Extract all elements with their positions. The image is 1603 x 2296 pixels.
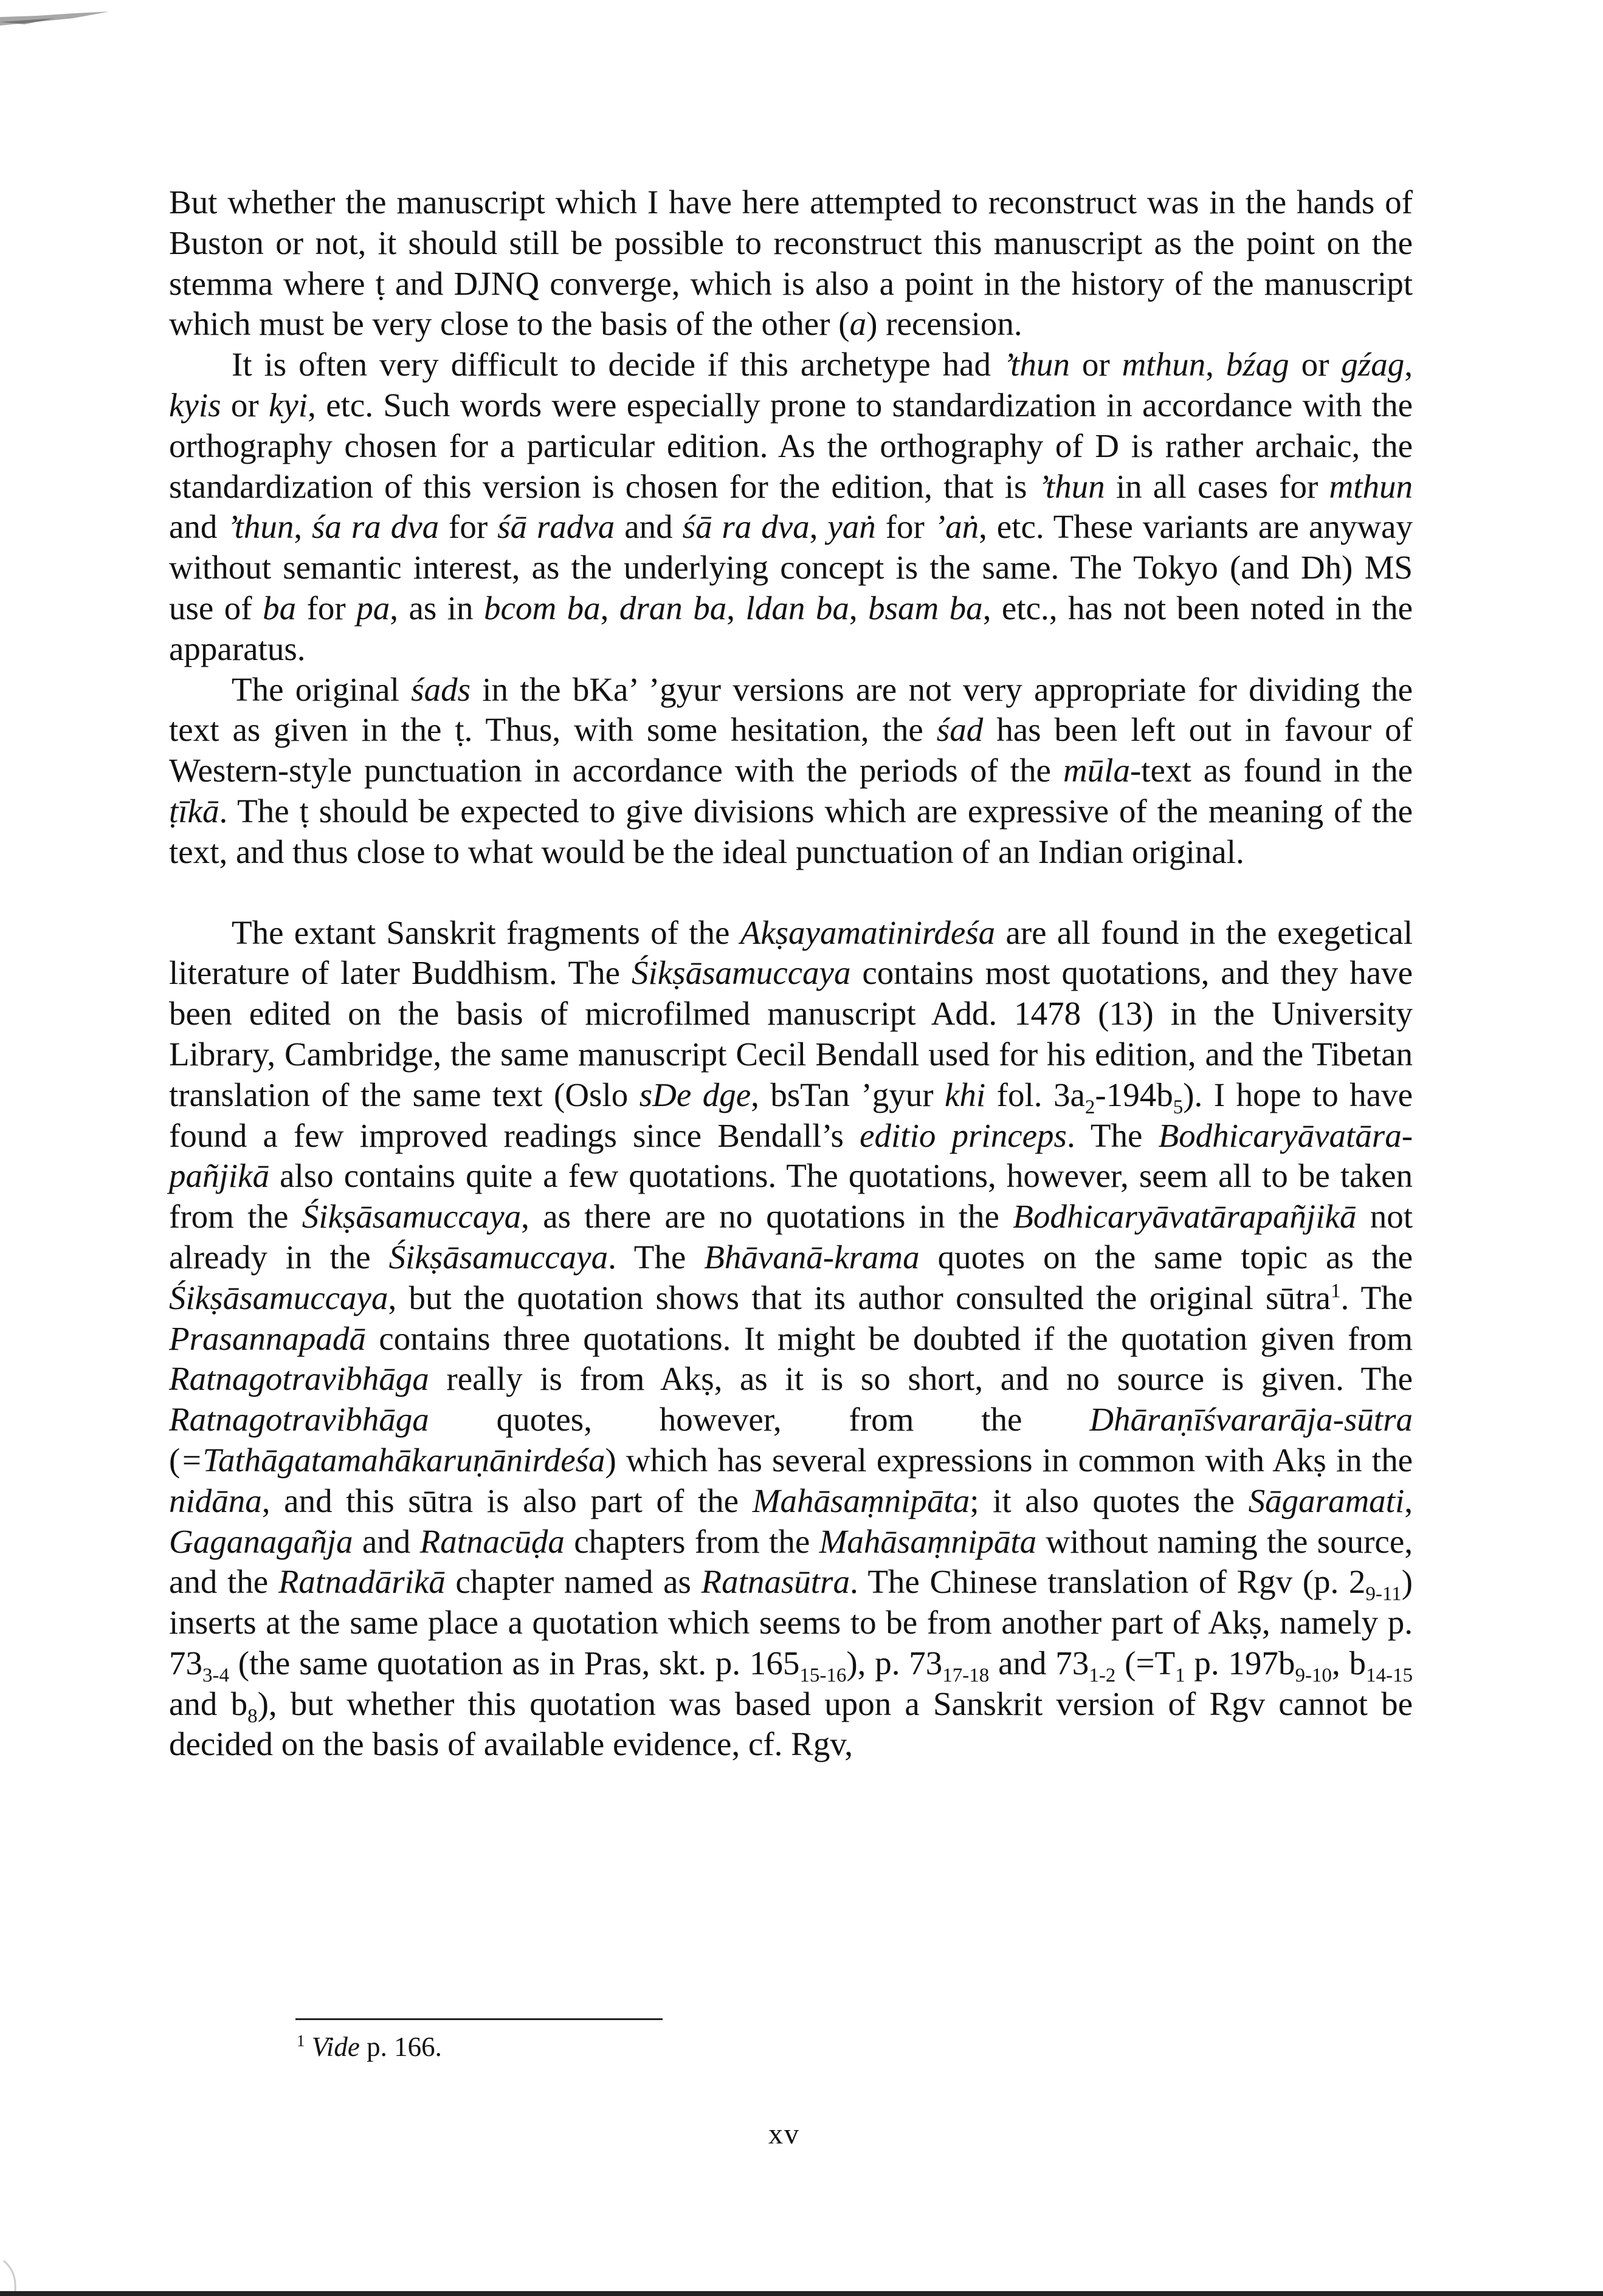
text-run: , and this sūtra is also part of the	[261, 1482, 753, 1519]
text-run: , bsTan ’gyur	[751, 1076, 945, 1113]
text-run: ; it also quotes the	[970, 1482, 1249, 1519]
text-run: or	[1289, 346, 1342, 383]
italic-term: mthun	[1329, 467, 1413, 505]
italic-term: sDe dge	[639, 1076, 751, 1113]
italic-term: ṭīkā	[169, 792, 219, 830]
footnote-rule	[295, 2018, 663, 2020]
italic-term: śā ra dva	[682, 508, 810, 546]
text-run: , etc. Such words were especially prone to standardization in accordance with the orthography chosen for a particular edition. As the orthography of D is rather archaic, the standardization of this version is chosen for the edition, that is	[169, 386, 1413, 505]
italic-term: ’thun	[1038, 467, 1105, 505]
paragraph-2	[169, 345, 1413, 669]
text-run: , etc. These variants are anyway without semantic interest, as the underlying concept is the same. The Tokyo (and Dh) MS use of	[169, 508, 1413, 627]
text-run: (=T	[1115, 1644, 1176, 1682]
text-run: for	[296, 589, 357, 627]
italic-term: Ratnagotravibhāga	[169, 1401, 429, 1438]
text-run: . The	[608, 1238, 705, 1276]
italic-term: śad	[936, 711, 984, 749]
italic-term: ’aṅ	[934, 508, 979, 546]
italic-term: Mahāsaṃnipāta	[752, 1482, 970, 1519]
text-run: contains three quotations. It might be doubted if the quotation given from	[365, 1319, 1413, 1357]
footnote-text: p. 166.	[359, 2032, 442, 2062]
text-run: fol. 3a	[985, 1076, 1085, 1113]
scan-edge-mark	[0, 2188, 55, 2296]
italic-term: Ratnasūtra	[701, 1563, 850, 1601]
text-run: , as in	[390, 589, 484, 627]
text-run: ,	[1404, 346, 1413, 383]
subscript: 15-16	[799, 1664, 847, 1686]
text-run: has been left out in favour of Western-style punctuation in accordance with the periods of the	[169, 711, 1413, 789]
subscript: 14-15	[1366, 1664, 1413, 1686]
italic-term: dran ba	[619, 589, 727, 627]
footnote-ref: 1	[1330, 1280, 1341, 1302]
text-run: ) which has several expressions in common with Akṣ in the	[605, 1441, 1413, 1479]
italic-term: ’thun	[227, 508, 294, 546]
text-run: ,	[1404, 1482, 1413, 1519]
subscript: 8	[247, 1705, 258, 1727]
text-run: are all found in the exegetical literature of later Buddhism. The	[169, 913, 1413, 992]
italic-term: Bhāvanā-krama	[704, 1238, 920, 1276]
text-run: for	[875, 508, 934, 546]
subscript: 9-11	[1365, 1583, 1402, 1606]
italic-term: gźag	[1341, 346, 1405, 383]
italic-term: =Tathāgatamahākaruṇānirdeśa	[180, 1441, 605, 1479]
text-run: p. 197b	[1185, 1644, 1295, 1682]
footnote-marker: 1	[297, 2032, 305, 2050]
text-run: (	[169, 1441, 181, 1479]
text-run: But whether the manuscript which I have here attempted to reconstruct was in the hands of Buston or not, it should still be possible to reconstruct this manuscript as the point on the stemma where	[169, 184, 1413, 302]
text-run: or	[1069, 346, 1122, 383]
subscript: 9-10	[1295, 1664, 1332, 1686]
italic-term: Prasannapadā	[169, 1319, 366, 1357]
footnote	[297, 2029, 442, 2065]
page-number: xv	[768, 2118, 800, 2150]
italic-term: ’thun	[1002, 346, 1070, 383]
italic-term: Ratnagotravibhāga	[169, 1360, 429, 1398]
scan-bottom-border	[0, 2291, 1603, 2296]
text-run: , as there are no quotations in the	[521, 1198, 1013, 1236]
paragraph-3	[169, 670, 1413, 873]
text-run: , b	[1331, 1644, 1366, 1682]
subscript: 1-2	[1089, 1664, 1116, 1686]
text-run: and	[169, 508, 227, 546]
paragraph-4	[169, 913, 1413, 1765]
text-run: or	[221, 386, 269, 424]
italic-term: Śikṣāsamuccaya	[388, 1238, 608, 1276]
text-run: . The	[1066, 1116, 1159, 1154]
text-run: ṭ	[375, 264, 385, 302]
text-run: ,	[809, 508, 828, 546]
italic-term: kyis	[169, 386, 221, 424]
text-run: for	[439, 508, 498, 546]
footnote-italic: Vide	[311, 2032, 360, 2062]
text-run: also contains quite a few quotations. The quotations, however, seem all to be taken from the	[169, 1157, 1413, 1236]
italic-term: śa ra dva	[312, 508, 440, 546]
text-run: contains most quotations, and they have been edited on the basis of microfilmed manuscript Add. 1478 (13) in the University Library, Cambridge, the same manuscript Cecil Bendall used for his edition, and the Tibetan translation of the same text (Oslo	[169, 954, 1413, 1113]
text-run: and DJNQ converge, which is also a point in the history of the manuscript which must be very close to the basis of the other (	[169, 264, 1413, 343]
italic-term: mūla	[1063, 752, 1130, 789]
text-run: ) recension.	[866, 305, 1022, 343]
italic-term: editio princeps	[860, 1116, 1067, 1154]
text-run: not already in the	[169, 1198, 1413, 1276]
text-run: chapters from the	[564, 1522, 819, 1560]
text-run: , but the quotation shows that its author consulted the original sūtra	[388, 1279, 1331, 1316]
italic-term: śā radva	[497, 508, 615, 546]
italic-term: ldan ba	[745, 589, 849, 627]
text-run: quotes on the same topic as the	[919, 1238, 1413, 1276]
italic-term: yaṅ	[827, 508, 876, 546]
italic-term: bsam ba	[868, 589, 983, 627]
text-run: ) inserts at the same place a quotation which seems to be from another part of Akṣ, namely p. 73	[169, 1563, 1413, 1682]
italic-term: Gaganagañja	[169, 1522, 353, 1560]
text-run: and	[615, 508, 683, 546]
italic-term: kyi	[269, 386, 308, 424]
text-run: . The ṭ should be expected to give divisions which are expressive of the meaning of the text, and thus close to what would be the ideal punctuation of an Indian original.	[169, 792, 1413, 870]
italic-term: Sāgaramati	[1248, 1482, 1405, 1519]
italic-term: bźag	[1226, 346, 1289, 383]
italic-term: Ratnacūḍa	[419, 1522, 565, 1560]
text-run: ), but whether this quotation was based upon a Sanskrit version of Rgv cannot be decided on the basis of available evidence, cf. Rgv,	[169, 1685, 1413, 1763]
italic-term: Śikṣāsamuccaya	[631, 954, 851, 992]
text-run: -194b	[1095, 1076, 1173, 1113]
text-run: and	[353, 1522, 420, 1560]
text-run: ,	[1205, 346, 1226, 383]
subscript: 5	[1173, 1096, 1184, 1118]
text-run: The original	[232, 670, 412, 708]
italic-term: khi	[945, 1076, 986, 1113]
italic-term: pa	[356, 589, 390, 627]
italic-term: Ratnadārikā	[278, 1563, 446, 1601]
text-run: , etc., has not been noted in the apparatus.	[169, 589, 1413, 667]
text-run: chapter named as	[445, 1563, 702, 1601]
text-run: and b	[169, 1685, 248, 1722]
text-run: ,	[726, 589, 746, 627]
text-run: ,	[600, 589, 619, 627]
text-run: in the bKa’ ’gyur versions are not very appropriate for dividing the text as given in the ṭ. Thus, with some hesitation, the	[169, 670, 1413, 749]
text-run: ,	[294, 508, 312, 546]
text-run: without naming the source, and the	[169, 1522, 1413, 1601]
body-text	[169, 182, 1413, 1765]
italic-term: śads	[411, 670, 471, 708]
text-run: The extant Sanskrit fragments of the	[232, 913, 740, 951]
text-run: . The	[1340, 1279, 1413, 1316]
text-run: . The Chinese translation of Rgv (p. 2	[849, 1563, 1366, 1601]
subscript: 17-18	[942, 1664, 990, 1686]
italic-term: ba	[263, 589, 297, 627]
italic-term: nidāna	[169, 1482, 262, 1519]
italic-term: mthun	[1122, 346, 1206, 383]
text-run: quotes, however, from the	[429, 1401, 1090, 1438]
text-run: in all cases for	[1105, 467, 1329, 505]
scan-edge-mark	[0, 0, 115, 36]
subscript: 3-4	[202, 1664, 229, 1686]
text-run: ). I hope to have found a few improved readings since Bendall’s	[169, 1076, 1413, 1154]
italic-term: Mahāsaṃnipāta	[819, 1522, 1037, 1560]
text-run: (the same quotation as in Pras, skt. p. 165	[229, 1644, 800, 1682]
italic-term: Śikṣāsamuccaya	[302, 1198, 522, 1236]
italic-term: Bodhicaryāvatāra-pañjikā	[169, 1116, 1413, 1195]
text-run: really is from Akṣ, as it is so short, and no source is given. The	[429, 1360, 1413, 1398]
italic-term: Dhāraṇīśvararāja-sūtra	[1089, 1401, 1413, 1438]
italic-term: a	[849, 305, 867, 343]
italic-term: Śikṣāsamuccaya	[169, 1279, 388, 1316]
subscript: 1	[1175, 1664, 1185, 1686]
text-run: -text as found in the	[1129, 752, 1413, 789]
text-run: and 73	[989, 1644, 1089, 1682]
subscript: 2	[1084, 1096, 1095, 1118]
text-run: ,	[849, 589, 869, 627]
italic-term: Akṣayamatinirdeśa	[740, 913, 996, 951]
text-run: It is often very difficult to decide if this archetype had	[232, 346, 1003, 383]
italic-term: bcom ba	[484, 589, 601, 627]
text-run: ), p. 73	[846, 1644, 943, 1682]
paragraph-1	[169, 182, 1413, 345]
italic-term: Bodhicaryāvatārapañjikā	[1013, 1198, 1357, 1236]
